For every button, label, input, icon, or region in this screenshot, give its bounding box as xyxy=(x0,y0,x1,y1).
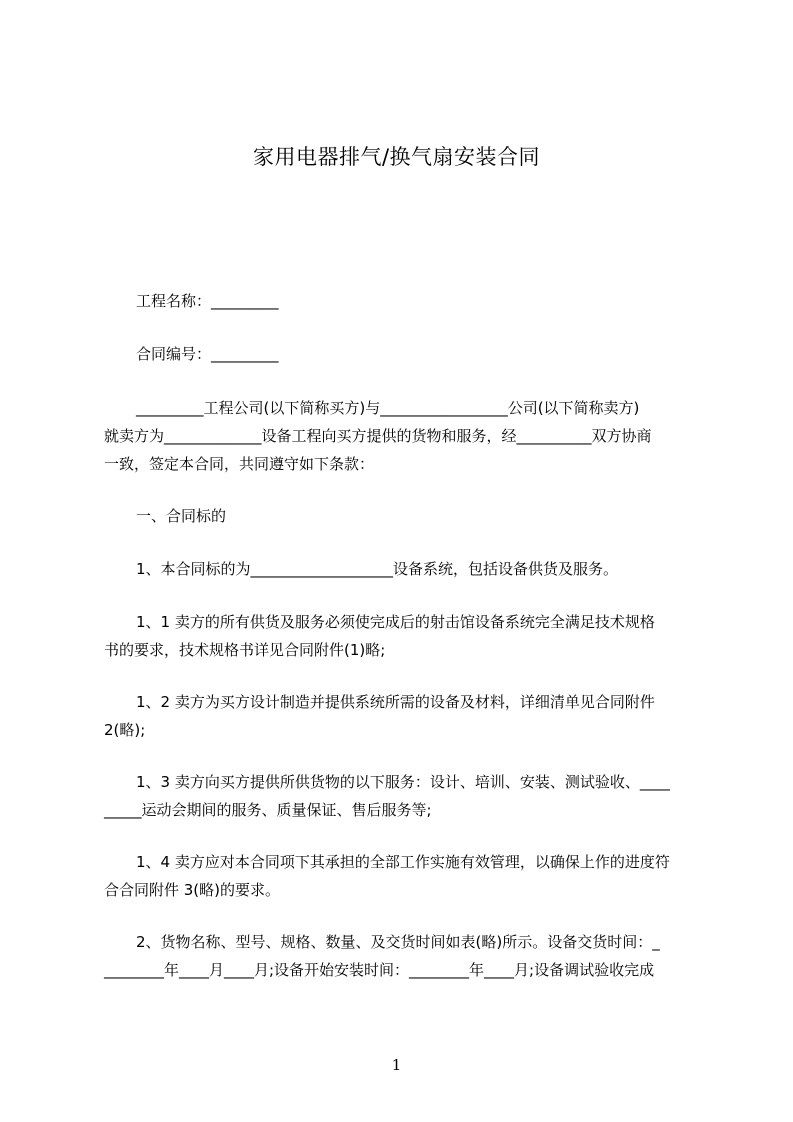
clause-1-4-line-1: 1、4 卖方应对本合同项下其承担的全部工作实施有效管理，以确保上作的进度符 xyxy=(136,853,670,871)
clause-1-1-line-2: 书的要求，技术规格书详见合同附件(1)略; xyxy=(104,641,386,659)
document-title: 家用电器排气/换气扇安装合同 xyxy=(252,145,541,169)
clause-1: 1、本合同标的为___________________设备系统，包括设备供货及服务。 xyxy=(136,560,619,578)
preamble-line-1: _________工程公司(以下简称买方)与_________________公司(以下简称卖方) xyxy=(136,399,640,417)
preamble-line-2: 就卖方为_____________设备工程向买方提供的货物和服务，经__________双方协商 xyxy=(104,427,652,445)
clause-1-2-line-2: 2(略); xyxy=(104,721,146,739)
clause-1-3-line-2: _____运动会期间的服务、质量保证、售后服务等; xyxy=(104,801,432,819)
clause-1-3-line-1: 1、3 卖方向买方提供所供货物的以下服务：设计、培训、安装、测试验收、____ xyxy=(136,773,670,791)
clause-1-1-line-1: 1、1 卖方的所有供货及服务必须使完成后的射击馆设备系统完全满足技术规格 xyxy=(136,613,655,631)
preamble-line-3: 一致，签定本合同，共同遵守如下条款： xyxy=(104,455,375,473)
clause-1-2-line-1: 1、2 卖方为买方设计制造并提供系统所需的设备及材料，详细清单见合同附件 xyxy=(136,693,655,711)
clause-1-4-line-2: 合合同附件 3(略)的要求。 xyxy=(104,881,281,899)
page-number: 1 xyxy=(391,1056,402,1074)
clause-2-line-1: 2、货物名称、型号、规格、数量、及交货时间如表(略)所示。设备交货时间：_ xyxy=(136,933,660,951)
contract-number-line: 合同编号：_________ xyxy=(136,345,279,363)
section-heading: 一、合同标的 xyxy=(136,507,227,525)
clause-2-line-2: ________年____月____月;设备开始安装时间：________年____月;设备调试验收完成 xyxy=(104,961,655,979)
project-name-line: 工程名称：_________ xyxy=(136,292,279,310)
